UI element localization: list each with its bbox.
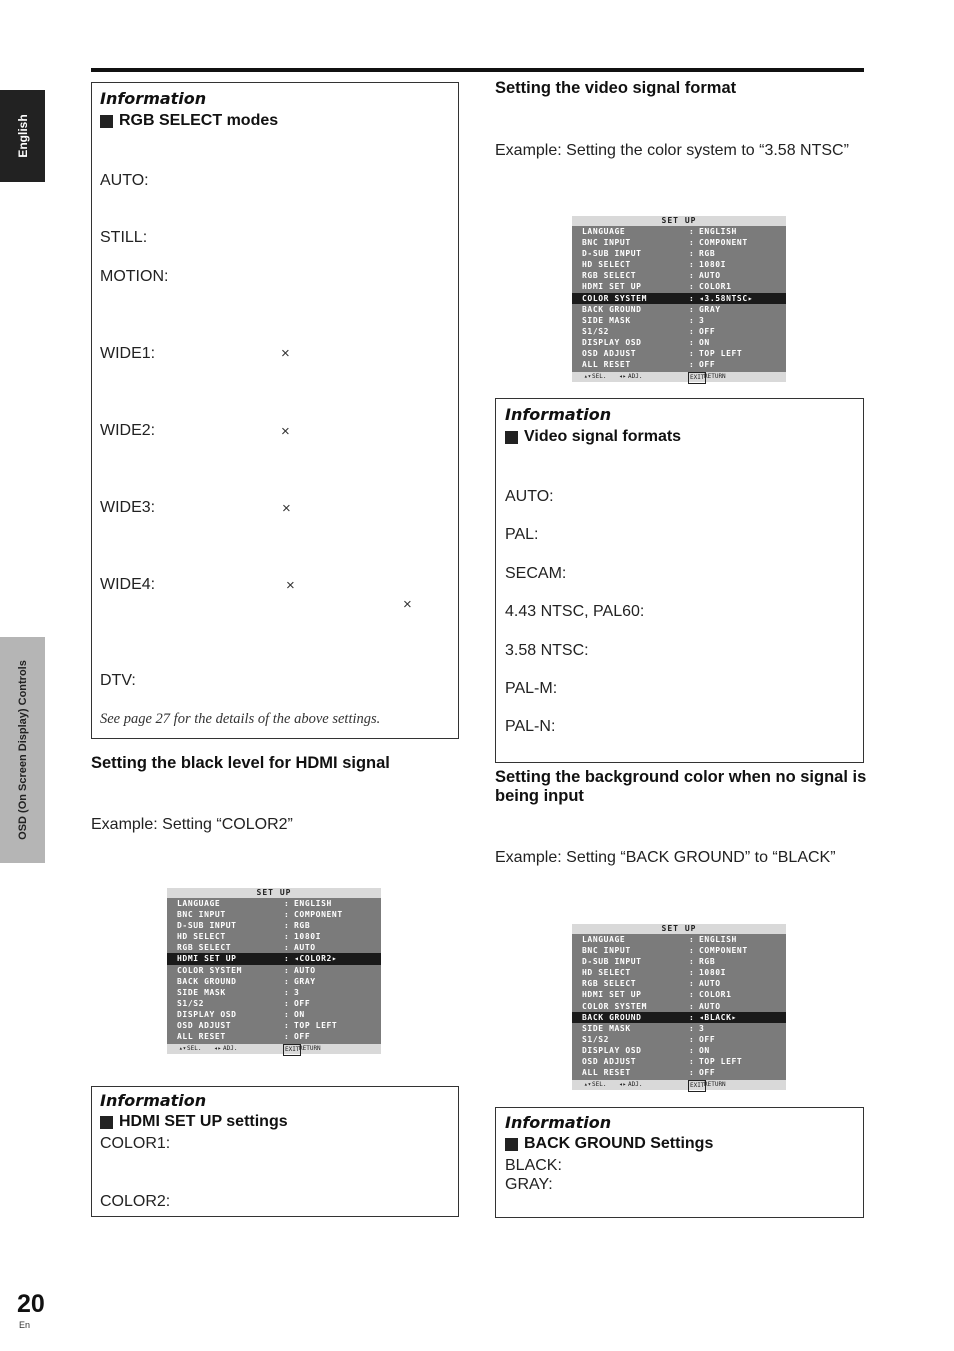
menu-footer (572, 372, 786, 382)
info-section-label: RGB SELECT modes (119, 112, 279, 129)
video-signal-format-heading: Setting the video signal format (495, 79, 737, 97)
menu-item-label: RGB SELECT (582, 271, 637, 281)
menu-item-label: HDMI SET UP (582, 282, 642, 292)
menu-colon: : (689, 1057, 695, 1067)
menu-row (572, 1056, 786, 1067)
menu-colon: : (284, 932, 290, 942)
menu-row (167, 931, 381, 942)
menu-item-value: AUTO (294, 965, 316, 975)
menu-row-selected (572, 293, 786, 304)
menu-colon: : (689, 1001, 695, 1011)
menu-item-value: ◂BLACK▸ (699, 1012, 737, 1022)
menu-row (572, 304, 786, 315)
page-number: 20 (17, 1290, 45, 1318)
menu-footer-adj: ADJ. (628, 373, 643, 380)
menu-colon: : (689, 1068, 695, 1078)
menu-item-label: BACK GROUND (582, 1012, 642, 1022)
menu-item-label: HDMI SET UP (177, 954, 237, 964)
menu-item-label: RGB SELECT (177, 943, 232, 953)
format-auto: AUTO: (505, 488, 554, 505)
menu-item-value: 1080I (699, 260, 727, 270)
menu-footer-exit: EXIT (688, 1080, 706, 1092)
menu-colon: : (689, 979, 695, 989)
menu-footer-return: RETURN (704, 373, 726, 380)
menu-footer-adj: ADJ. (223, 1045, 238, 1052)
setup-menu-hdmi (167, 888, 381, 1054)
menu-item-label: OSD ADJUST (582, 349, 637, 359)
menu-colon: : (689, 1023, 695, 1033)
info-title: Information (100, 89, 207, 108)
menu-item-label: BNC INPUT (582, 946, 631, 956)
menu-item-value: COMPONENT (699, 238, 748, 248)
language-tab-label: English (15, 114, 30, 158)
menu-footer (572, 1080, 786, 1090)
setup-menu-color-system (572, 216, 786, 382)
info-section-title (505, 428, 681, 446)
times-sign: × (282, 500, 291, 517)
section-tab (0, 637, 45, 863)
menu-item-value: ON (699, 337, 710, 347)
format-358ntsc: 3.58 NTSC: (505, 642, 589, 659)
info-section-label: Video signal formats (524, 428, 682, 445)
menu-row (572, 978, 786, 989)
page-suffix: En (19, 1320, 31, 1330)
menu-row (167, 965, 381, 976)
times-sign: × (403, 596, 412, 613)
background-gray: GRAY: (505, 1176, 553, 1193)
bullet-square-icon (505, 431, 518, 444)
menu-footer-sel: SEL. (592, 373, 607, 380)
hdmi-color1: COLOR1: (100, 1135, 171, 1152)
menu-colon: : (689, 1045, 695, 1055)
menu-item-value: COMPONENT (294, 910, 343, 920)
updown-arrow-icon: ▴▾ (584, 1081, 592, 1088)
info-title: Information (100, 1091, 207, 1110)
menu-title: SET UP (572, 216, 786, 226)
menu-item-label: OSD ADJUST (582, 1057, 637, 1067)
menu-colon: : (284, 1021, 290, 1031)
menu-item-label: DISPLAY OSD (582, 337, 642, 347)
bullet-square-icon (100, 1116, 113, 1129)
menu-footer-adj: ADJ. (628, 1081, 643, 1088)
menu-row (572, 237, 786, 248)
menu-item-value: ◂COLOR2▸ (294, 954, 338, 964)
menu-colon: : (284, 899, 290, 908)
menu-row (167, 1031, 381, 1042)
menu-colon: : (689, 337, 695, 347)
menu-colon: : (689, 249, 695, 259)
menu-row (572, 226, 786, 237)
format-secam: SECAM: (505, 565, 567, 582)
menu-row (572, 348, 786, 359)
menu-title: SET UP (572, 924, 786, 934)
menu-item-label: BACK GROUND (177, 976, 237, 986)
mode-auto: AUTO: (100, 172, 149, 189)
menu-item-label: SIDE MASK (177, 987, 226, 997)
menu-footer (167, 1044, 381, 1054)
menu-colon: : (284, 976, 290, 986)
background-color-heading: Setting the background color when no signal is being input (495, 768, 867, 805)
info-section-label: BACK GROUND Settings (524, 1135, 714, 1152)
menu-item-value: COLOR1 (699, 282, 732, 292)
mode-wide4: WIDE4: (100, 576, 156, 593)
section-tab-label: OSD (On Screen Display) Controls (16, 660, 29, 840)
menu-item-value: AUTO (699, 271, 721, 281)
info-section-title (100, 112, 278, 130)
menu-item-value: GRAY (699, 304, 721, 314)
video-formats-info-box (495, 398, 864, 763)
menu-colon: : (284, 943, 290, 953)
mode-wide2: WIDE2: (100, 422, 156, 439)
background-black: BLACK: (505, 1157, 562, 1174)
menu-colon: : (689, 1034, 695, 1044)
menu-item-label: S1/S2 (582, 1034, 610, 1044)
menu-item-value: COMPONENT (699, 946, 748, 956)
menu-item-label: SIDE MASK (582, 1023, 631, 1033)
menu-item-value: TOP LEFT (294, 1021, 338, 1031)
menu-item-value: COLOR1 (699, 990, 732, 1000)
hdmi-example: Example: Setting “COLOR2” (91, 816, 293, 833)
menu-item-value: OFF (699, 326, 716, 336)
menu-colon: : (284, 1032, 290, 1042)
menu-item-value: RGB (699, 957, 716, 967)
menu-item-value: ON (699, 1045, 710, 1055)
menu-colon: : (689, 293, 695, 303)
menu-item-label: SIDE MASK (582, 315, 631, 325)
menu-colon: : (689, 935, 695, 944)
hdmi-color2: COLOR2: (100, 1193, 171, 1210)
menu-item-label: D-SUB INPUT (177, 921, 237, 931)
menu-item-value: OFF (699, 360, 716, 370)
menu-row (167, 920, 381, 931)
menu-item-value: ◂3.58NTSC▸ (699, 293, 754, 303)
menu-colon: : (689, 946, 695, 956)
menu-colon: : (689, 227, 695, 236)
menu-item-value: TOP LEFT (699, 1057, 743, 1067)
mode-wide1: WIDE1: (100, 345, 156, 362)
info-title: Information (505, 405, 612, 424)
menu-item-label: BACK GROUND (582, 304, 642, 314)
menu-item-label: S1/S2 (177, 998, 205, 1008)
menu-row (167, 976, 381, 987)
menu-colon: : (689, 304, 695, 314)
menu-row (572, 1045, 786, 1056)
menu-row (572, 956, 786, 967)
leftright-arrow-icon: ◂▸ (619, 1081, 627, 1088)
menu-item-label: ALL RESET (582, 1068, 631, 1078)
menu-colon: : (689, 326, 695, 336)
times-sign: × (281, 345, 290, 362)
menu-row (167, 898, 381, 909)
menu-row (167, 998, 381, 1009)
menu-colon: : (284, 921, 290, 931)
menu-colon: : (284, 954, 290, 964)
updown-arrow-icon: ▴▾ (179, 1045, 187, 1052)
language-tab (0, 90, 45, 182)
menu-colon: : (689, 1012, 695, 1022)
menu-row (572, 1023, 786, 1034)
menu-colon: : (689, 315, 695, 325)
times-sign: × (281, 423, 290, 440)
menu-item-label: ALL RESET (582, 360, 631, 370)
menu-colon: : (689, 990, 695, 1000)
menu-item-label: LANGUAGE (177, 899, 221, 908)
menu-row (572, 248, 786, 259)
menu-row-selected (572, 1012, 786, 1023)
info-section-title (505, 1135, 713, 1153)
menu-item-value: 1080I (294, 932, 322, 942)
menu-item-value: AUTO (294, 943, 316, 953)
menu-footer-sel: SEL. (187, 1045, 202, 1052)
menu-item-value: AUTO (699, 1001, 721, 1011)
menu-row (572, 359, 786, 370)
menu-colon: : (689, 271, 695, 281)
menu-row (572, 1067, 786, 1078)
menu-row (572, 270, 786, 281)
menu-item-label: DISPLAY OSD (177, 1009, 237, 1019)
menu-item-value: AUTO (699, 979, 721, 989)
see-page-note: See page 27 for the details of the above settings. (100, 711, 381, 727)
top-rule (91, 68, 864, 72)
menu-colon: : (284, 1009, 290, 1019)
menu-item-label: HD SELECT (582, 968, 631, 978)
menu-colon: : (284, 910, 290, 920)
menu-colon: : (284, 987, 290, 997)
menu-item-label: HDMI SET UP (582, 990, 642, 1000)
menu-item-value: 3 (699, 1023, 705, 1033)
mode-wide3: WIDE3: (100, 499, 156, 516)
menu-colon: : (689, 238, 695, 248)
menu-item-label: OSD ADJUST (177, 1021, 232, 1031)
menu-row (572, 337, 786, 348)
menu-item-label: LANGUAGE (582, 227, 626, 236)
menu-row (167, 987, 381, 998)
menu-colon: : (284, 965, 290, 975)
bullet-square-icon (100, 115, 113, 128)
menu-item-value: ON (294, 1009, 305, 1019)
menu-colon: : (689, 282, 695, 292)
menu-item-value: OFF (294, 998, 311, 1008)
menu-colon: : (689, 349, 695, 359)
menu-item-value: 1080I (699, 968, 727, 978)
menu-item-value: OFF (699, 1034, 716, 1044)
menu-colon: : (689, 260, 695, 270)
menu-item-label: D-SUB INPUT (582, 249, 642, 259)
menu-item-label: HD SELECT (177, 932, 226, 942)
menu-row (572, 1034, 786, 1045)
updown-arrow-icon: ▴▾ (584, 373, 592, 380)
menu-row (167, 909, 381, 920)
color-system-example: Example: Setting the color system to “3.58 NTSC” (495, 142, 849, 159)
bullet-square-icon (505, 1138, 518, 1151)
menu-item-label: COLOR SYSTEM (582, 293, 647, 303)
info-section-label: HDMI SET UP settings (119, 1113, 288, 1130)
menu-row (167, 1009, 381, 1020)
hdmi-info-box (91, 1086, 459, 1217)
menu-colon: : (689, 968, 695, 978)
menu-item-value: GRAY (294, 976, 316, 986)
menu-colon: : (689, 957, 695, 967)
menu-row (572, 326, 786, 337)
menu-title: SET UP (167, 888, 381, 898)
mode-dtv: DTV: (100, 672, 136, 689)
menu-item-label: RGB SELECT (582, 979, 637, 989)
menu-row (572, 281, 786, 292)
menu-row (572, 945, 786, 956)
info-title: Information (505, 1113, 612, 1132)
format-pal: PAL: (505, 526, 539, 543)
menu-item-label: COLOR SYSTEM (582, 1001, 647, 1011)
menu-item-label: DISPLAY OSD (582, 1045, 642, 1055)
menu-row (572, 259, 786, 270)
format-443ntsc-pal60: 4.43 NTSC, PAL60: (505, 603, 645, 620)
menu-item-label: ALL RESET (177, 1032, 226, 1042)
mode-still: STILL: (100, 229, 148, 246)
menu-item-value: RGB (294, 921, 311, 931)
mode-motion: MOTION: (100, 268, 169, 285)
menu-item-label: S1/S2 (582, 326, 610, 336)
menu-colon: : (689, 360, 695, 370)
menu-item-value: OFF (699, 1068, 716, 1078)
menu-item-value: 3 (294, 987, 300, 997)
menu-row-selected (167, 953, 381, 964)
menu-item-value: TOP LEFT (699, 349, 743, 359)
times-sign: × (286, 577, 295, 594)
menu-item-label: D-SUB INPUT (582, 957, 642, 967)
menu-row (572, 967, 786, 978)
menu-footer-sel: SEL. (592, 1081, 607, 1088)
menu-footer-exit: EXIT (688, 372, 706, 384)
menu-row (167, 1020, 381, 1031)
format-pal-m: PAL-M: (505, 680, 558, 697)
leftright-arrow-icon: ◂▸ (619, 373, 627, 380)
menu-item-label: BNC INPUT (582, 238, 631, 248)
menu-row (572, 1001, 786, 1012)
format-pal-n: PAL-N: (505, 718, 556, 735)
rgb-select-info-box (91, 82, 459, 739)
menu-row (572, 934, 786, 945)
menu-item-label: HD SELECT (582, 260, 631, 270)
menu-row (572, 315, 786, 326)
menu-item-label: COLOR SYSTEM (177, 965, 242, 975)
menu-row (167, 942, 381, 953)
menu-item-value: ENGLISH (699, 227, 737, 236)
setup-menu-background (572, 924, 786, 1090)
menu-item-value: 3 (699, 315, 705, 325)
info-section-title (100, 1113, 288, 1131)
menu-item-value: RGB (699, 249, 716, 259)
background-info-box (495, 1107, 864, 1218)
menu-item-value: ENGLISH (294, 899, 332, 908)
menu-footer-return: RETURN (299, 1045, 321, 1052)
menu-row (572, 989, 786, 1000)
menu-item-value: OFF (294, 1032, 311, 1042)
menu-footer-return: RETURN (704, 1081, 726, 1088)
menu-item-value: ENGLISH (699, 935, 737, 944)
menu-colon: : (284, 998, 290, 1008)
menu-footer-exit: EXIT (283, 1044, 301, 1056)
leftright-arrow-icon: ◂▸ (214, 1045, 222, 1052)
menu-item-label: LANGUAGE (582, 935, 626, 944)
hdmi-black-level-heading: Setting the black level for HDMI signal (91, 754, 390, 772)
background-example: Example: Setting “BACK GROUND” to “BLACK” (495, 849, 836, 866)
menu-item-label: BNC INPUT (177, 910, 226, 920)
